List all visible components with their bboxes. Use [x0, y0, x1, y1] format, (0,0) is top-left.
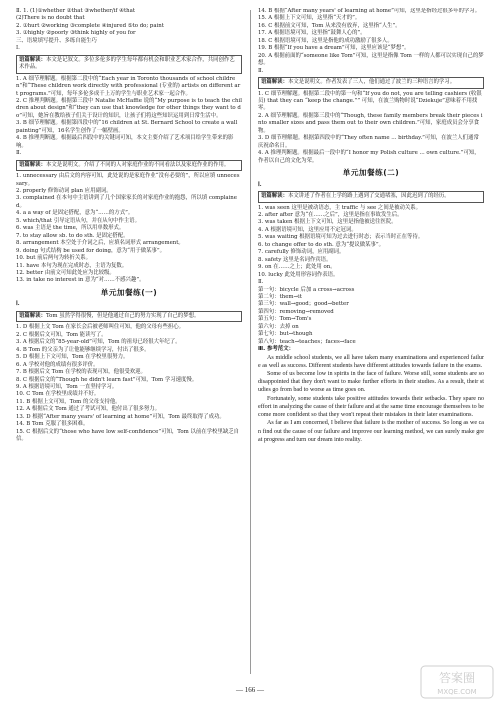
answer-item: 4. B Tom 的父亲为了让他能够继续学习，付出了很多。 — [16, 346, 150, 353]
correction-line: 第二句：them→it — [258, 293, 302, 300]
answer-item: Ⅱ. — [16, 150, 22, 157]
answer-line: 2. ①hurt ②working ③complete ④injured ⑤to do; paint — [16, 22, 164, 29]
answer-item: 1. A 细节理解题。根据第二段中的“Each year in Toronto thousands of school children”和“These children work directly with professional (专业的) artists on different art programs.”可知，每年多伦多成千上万的学生与职业艺术家一起合作。 — [16, 75, 241, 97]
answer-item: 3. B 细节理解题。根据第四段中的“16 children at St. Bernard School to create a wall painting”可知，16名学生创作了一幅壁画。 — [16, 120, 238, 134]
answer-line: (2)There is no doubt that — [16, 15, 85, 22]
answer-item: 6. was 主语是 the time，所以用单数形式。 — [16, 225, 125, 232]
answer-item: 12. A 根据后文 Tom 通过了考试可知，他付出了很多努力。 — [16, 406, 161, 413]
answer-item: 2. properly 修饰动词 plan 应用副词。 — [16, 187, 112, 194]
correction-line: 第七句：but→though — [258, 331, 313, 338]
answer-item: 1. unnecessary 由后文的内容可知，此处说的是家庭作业“没有必要的”，所以应填 unnecessary。 — [16, 173, 240, 187]
passage-note-box: 语篇解读：本文是说明文。作者发表了三人，他们通过了波兰的三种语言的学习。 — [258, 77, 484, 88]
correction-line: 第四句：removing→removed — [258, 308, 334, 315]
answer-item: 8. arrangement 本空处于介词之后，应填名词形式 arrangement。 — [16, 240, 184, 247]
answer-item: 19. B 根据“If you have a dream”可知，这里应该是“梦想”。 — [258, 45, 410, 52]
writing-heading: Ⅲ. 参考范文： — [258, 346, 294, 353]
answer-line: 3. ①highly ②poorly ③think highly of you for — [16, 30, 136, 37]
answer-item: 5. was waiting 根据语境可知为过去进行时态；表示当时正在等待。 — [258, 234, 424, 241]
answer-item: 7. to stay allow sb. to do sth. 是固定搭配。 — [16, 232, 129, 239]
answer-item: 1. D 根据上文 Tom 在家长会后被老师叫住可知，他的父母有些担心。 — [16, 324, 185, 331]
essay-paragraph: Some of us become low in spirits in the face of failure. Worse still, some students are so disappointed that they don't want to make further efforts in their studies. As a result, their studies go from bad to worse as time goes on. — [258, 371, 484, 394]
passage-note-box: 语篇解读：本文讲述了作者在上学的路上遇到了交通堵塞，因此迟到了的经历。 — [258, 191, 484, 202]
passage-note-box: 语篇解读：本文是说明文。介绍了不同的人对家庭作业的不同看法以及家庭作业的作用。 — [16, 160, 242, 171]
answer-item: 1. was seen 这里是被动语态，主 traffic 与 see 之间是被动关系。 — [258, 204, 422, 211]
essay-paragraph: As middle school students, we all have taken many examinations and experienced failure as well as success. Different students have different attitudes towards failure in the exams. — [258, 354, 484, 369]
answer-item: 8. safety 这里是名词作宾语。 — [258, 256, 332, 263]
answer-item: 14. B 根据“After many years' of learning at home”可知，这里是指经过很多年的学习。 — [258, 8, 481, 14]
answer-item: 18. C 根据语境可知，这里是指他的成功激励了很多人。 — [258, 37, 393, 44]
correction-line: 第三句：wall→good；good→better — [258, 301, 349, 308]
answer-list — [258, 8, 484, 75]
answer-line: Ⅰ. — [16, 45, 20, 52]
answer-item: 4. A 推理判断题。根据最后一段中的“I honor my Polish culture ... own culture.”可知，作者以自己的文化为荣。 — [258, 150, 480, 164]
answer-item: 3. D 细节理解题。根据第四段中的“They often name ... birthday.”可知，在波兰人们通常庆祝命名日。 — [258, 135, 479, 149]
top-answer-lines — [16, 8, 242, 53]
passage-note-box: 语篇解读：Tom 虽然学得很慢，但是他通过自己的努力实现了自己的梦想。 — [16, 311, 242, 322]
answer-item: 14. B Tom 克服了很多困难。 — [16, 421, 89, 428]
answer-item: 10. lucky 此处用形容词作表语。 — [258, 271, 339, 278]
answer-list — [16, 173, 242, 285]
correction-line: 第五句：Tom→Tom's — [258, 316, 312, 323]
answer-item: 9. doing 句式结构 be used for doing，意为“用于做某事”。 — [16, 247, 166, 254]
answer-list — [258, 205, 484, 287]
essay-paragraph: Fortunately, some students take positive attitudes towards their setbacks. They spare no effort in analyzing the cause of their failure and at the same time encourage themselves to become more confident so that they won't repeat their mistakes in their later examinations. — [258, 395, 484, 419]
answer-item: 17. A 根据语境可知，这里指“鼓舞人心的”。 — [258, 30, 366, 37]
answer-item: 10. but 前后两句为转折关系。 — [16, 255, 91, 262]
answer-item: 15. C 根据后文的“those who have low self-confidence”可知，Tom 以前在学校里缺乏自信。 — [16, 428, 240, 443]
right-column — [258, 8, 484, 680]
answer-item: 15. A 根据上下文可知，这里指“天才的”。 — [258, 15, 361, 22]
answer-item: 12. better 由前文可知此处应为比较级。 — [16, 269, 115, 276]
correction-line: 第八句：teach→teaches；faces→face — [258, 338, 356, 345]
answer-item: 3. complained 在本句中主语讲到了几个国家家长的对家庭作业的抱怨，所以填 complained。 — [16, 195, 237, 209]
answer-item: 4. B 推理判断题。根据最后四段中的关键词可知，本文主要介绍了艺术项目给学生带来的影响。 — [16, 135, 234, 149]
answer-item: 2. C 推理判断题。根据第三段中 Natalie McHaffie 说的“My purpose is to teach the children about design”和“they can use that knowledge for other things they want to do”可知，她旨在教给孩子们关于设计的知识，让孩子们将这些知识运用到日常生活中。 — [16, 97, 242, 119]
answer-item: 10. C Tom 在学校里成绩并不好。 — [16, 391, 100, 398]
answer-item: 1. C 细节理解题。根据第二段中的第一句和“If you do not, you are telling cashiers (收银员) that they can “keep the change.”” 可知，在波兰购物时说“Dziekuje”意味着不用找零。 — [258, 90, 482, 112]
answer-item: 7. B 根据后文 Tom 在学校的表现可知，他很受欢迎。 — [16, 369, 146, 376]
answer-item: 20. A 根据前面的“someone like Tom”可知，这里是指像 Tom 一样的人都可以实现自己的梦想。 — [258, 52, 484, 67]
sample-essay — [258, 354, 484, 444]
answer-item: 16. C 根据前文可知，Tom 从来没有放弃，这里指“人生”。 — [258, 22, 401, 29]
watermark-domain: MXQE.COM — [437, 688, 477, 696]
section-roman: Ⅰ. — [16, 300, 20, 308]
correction-line: 第一句：bicycle 后加 a cross→across — [258, 286, 355, 293]
answer-line: 三、语境填写提升、多练自能生巧 — [16, 37, 97, 44]
section-title: 单元加餐练(一) — [100, 287, 158, 297]
answer-item: 11. B 根据上文可知，Tom 的父母支持他。 — [16, 398, 121, 405]
answer-item: 5. D 根据上下文可知，Tom 在学校里很努力。 — [16, 354, 129, 361]
answer-line: Ⅱ. 1. (1)①whether ②that ③whether/if ④that — [16, 8, 135, 14]
answer-item: 5. which/that 引导定语从句，并在从句中作主语。 — [16, 217, 140, 224]
answer-item: 2. after after 意为“在……之后”，这里是指在事故发生后。 — [258, 211, 403, 218]
answer-item: 4. a a way of 是固定搭配，意为“……的方式”。 — [16, 210, 134, 217]
column-divider — [250, 10, 251, 674]
answer-list — [16, 324, 242, 443]
answer-item: 13. D 根据“After many years' of learning at home”可知，Tom 最终取得了成功。 — [16, 413, 225, 420]
section-roman: Ⅰ. — [258, 180, 262, 188]
answer-item: 6. A 学校对他的成绩有很多评价。 — [16, 361, 99, 368]
answer-item: 2. A 细节理解题。根据第三段中的“Though, these family members break their pieces into smaller sizes and pass them out to their own children.”可知，家庭成员会分享食物。 — [258, 112, 483, 134]
answer-item: Ⅱ. — [258, 67, 264, 74]
answer-item: 7. carefully 修饰动词，应用副词。 — [258, 249, 345, 256]
answer-item: 4. A 根据语境可知，这里应用不定冠词。 — [258, 226, 357, 233]
watermark-text: 答案圈 — [438, 671, 476, 685]
page-number: — 166 — — [236, 686, 264, 694]
correction-list — [258, 287, 484, 347]
answer-item: 9. A 根据语境可知，Tom 一直坚持学习。 — [16, 383, 118, 390]
answer-item: 3. was taken 根据上下文可知，这里是指他被送往医院。 — [258, 219, 397, 226]
passage-note-box: 语篇解读：本文是记叙文。多位多伦多的学生每年都有机会和职业艺术家合作，共同创作艺术作品。 — [16, 55, 242, 74]
answer-page — [16, 8, 486, 680]
answer-item: 6. to change offer to do sth. 意为“提议做某事”。 — [258, 241, 385, 248]
answer-item: 13. in take no interest in 意为“对……不感兴趣”。 — [16, 277, 145, 284]
answer-item: 11. have 本句为现在完成时态，主语为复数。 — [16, 262, 128, 269]
answer-item: Ⅱ. — [258, 279, 264, 286]
answer-item: 2. C 根据后文可知，Tom 能读写了。 — [16, 331, 107, 338]
section-title: 单元加餐练(二) — [342, 168, 400, 178]
answer-item: 3. A 根据后文的“85-year-old”可知，Tom 的祖母已经很大年纪了。 — [16, 339, 181, 346]
watermark-logo — [420, 665, 494, 699]
essay-paragraph: As far as I am concerned, I believe that failure is the mother of success. So long as we can find out the cause of our failure and improve our learning method, we can surely make great progress and turn our dream into reality. — [258, 420, 484, 443]
correction-line: 第六句：去掉 on — [258, 323, 299, 330]
answer-item: 9. on 在……之上；此处用 on。 — [258, 264, 336, 271]
left-column — [16, 8, 242, 680]
answer-item: 8. C 根据后文的“Though he didn't learn fast”可知，Tom 学习速度慢。 — [16, 376, 198, 383]
answer-list — [258, 91, 484, 166]
answer-list — [16, 76, 242, 158]
